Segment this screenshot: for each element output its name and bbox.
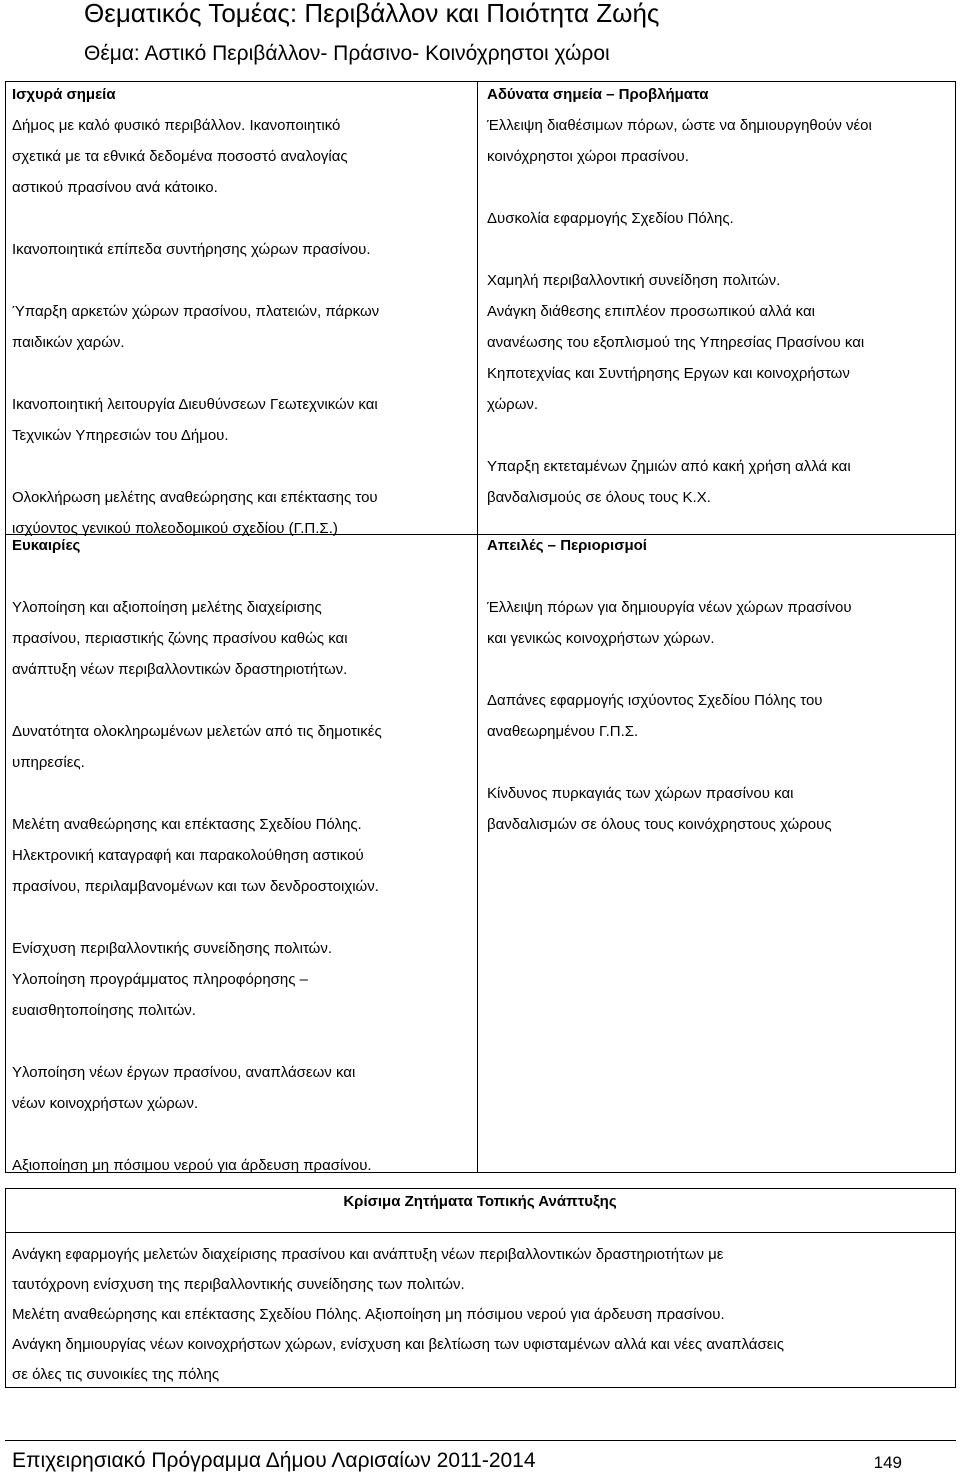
text-line: Έλλειψη πόρων για δημιουργία νέων χώρων πρασίνου [487, 599, 852, 616]
threats-heading: Απειλές – Περιορισμοί [487, 537, 647, 554]
text-line: Ηλεκτρονική καταγραφή και παρακολούθηση αστικού [12, 847, 364, 864]
text-line: ανανέωσης του εξοπλισμού της Υπηρεσίας Πρασίνου και [487, 334, 865, 351]
text-line: Ικανοποιητικά επίπεδα συντήρησης χώρων πρασίνου. [12, 241, 371, 258]
text-line [12, 561, 382, 592]
text-line: αναθεωρημένου Γ.Π.Σ. [487, 723, 639, 740]
page-title: Θεματικός Τομέας: Περιβάλλον και Ποιότητα Ζωής [84, 0, 660, 28]
text-line [12, 1026, 382, 1057]
strengths-list [12, 110, 379, 544]
text-line [12, 778, 382, 809]
threats-cell [487, 530, 852, 840]
text-line [12, 902, 382, 933]
text-line: Ανάγκη δημιουργίας νέων κοινοχρήστων χώρων, ενίσχυση και βελτίωση των υφισταμένων αλλά και νέες αναπλάσεις [12, 1336, 784, 1353]
text-line: Υπαρξη εκτεταμένων ζημιών από κακή χρήση αλλά και [487, 458, 851, 475]
text-line [12, 265, 379, 296]
page-number: 149 [873, 1453, 902, 1472]
footer-rule [5, 1440, 956, 1441]
text-line: ισχύοντος γενικού πολεοδομικού σχεδίου (Γ.Π.Σ.) [12, 520, 338, 537]
text-line [12, 685, 382, 716]
strengths-cell [12, 79, 379, 544]
text-line: Δήμος με καλό φυσικό περιβάλλον. Ικανοποιητικό [12, 117, 341, 134]
text-line: βανδαλισμών σε όλους τους κοινόχρηστους χώρους [487, 816, 832, 833]
text-line: νέων κοινοχρήστων χώρων. [12, 1095, 199, 1112]
text-line: Μελέτη αναθεώρησης και επέκτασης Σχεδίου Πόλης. [12, 816, 362, 833]
text-line: Κίνδυνος πυρκαγιάς των χώρων πρασίνου και [487, 785, 794, 802]
text-line [12, 451, 379, 482]
text-line: Μελέτη αναθεώρησης και επέκτασης Σχεδίου Πόλης. Αξιοποίηση μη πόσιμου νερού για άρδευση πρασίνου. [12, 1306, 725, 1323]
text-line: ανάπτυξη νέων περιβαλλοντικών δραστηριοτήτων. [12, 661, 348, 678]
text-line: Χαμηλή περιβαλλοντική συνείδηση πολιτών. [487, 272, 781, 289]
opportunities-heading: Ευκαιρίες [12, 537, 81, 554]
text-line: βανδαλισμούς σε όλους τους Κ.Χ. [487, 489, 711, 506]
opportunities-list [12, 561, 382, 1181]
page-subtitle: Θέμα: Αστικό Περιβάλλον- Πράσινο- Κοινόχρηστοι χώροι [84, 42, 610, 65]
text-line [487, 172, 872, 203]
text-line: Υλοποίηση νέων έργων πρασίνου, αναπλάσεων και [12, 1064, 356, 1081]
text-line: ταυτόχρονη ενίσχυση της περιβαλλοντικής συνείδησης των πολιτών. [12, 1276, 465, 1293]
text-line: Τεχνικών Υπηρεσιών του Δήμου. [12, 427, 229, 444]
text-line: Ύπαρξη αρκετών χώρων πρασίνου, πλατειών, πάρκων [12, 303, 380, 320]
footer-text: Επιχειρησιακό Πρόγραμμα Δήμου Λαρισαίων 2011-2014 [12, 1449, 536, 1472]
text-line: Έλλειψη διαθέσιμων πόρων, ώστε να δημιουργηθούν νέοι [487, 117, 872, 134]
text-line: Ολοκλήρωση μελέτης αναθεώρησης και επέκτασης του [12, 489, 378, 506]
opportunities-cell [12, 530, 382, 1181]
text-line [487, 654, 852, 685]
text-line [487, 561, 852, 592]
text-line: Αξιοποίηση μη πόσιμου νερού για άρδευση πρασίνου. [12, 1157, 372, 1174]
text-line: και γενικώς κοινοχρήστων χώρων. [487, 630, 715, 647]
threats-list [487, 561, 852, 840]
critical-issues-heading: Κρίσιμα Ζητήματα Τοπικής Ανάπτυξης [343, 1193, 617, 1210]
text-line: υπηρεσίες. [12, 754, 85, 771]
text-line [487, 234, 872, 265]
text-line: Δυσκολία εφαρμογής Σχεδίου Πόλης. [487, 210, 734, 227]
text-line [12, 203, 379, 234]
critical-issues-list [12, 1240, 784, 1390]
weaknesses-list [487, 110, 872, 513]
text-line: Ενίσχυση περιβαλλοντικής συνείδησης πολιτών. [12, 940, 333, 957]
text-line: Ικανοποιητική λειτουργία Διευθύνσεων Γεωτεχνικών και [12, 396, 378, 413]
text-line: ευαισθητοποίησης πολιτών. [12, 1002, 196, 1019]
text-line: Ανάγκη εφαρμογής μελετών διαχείρισης πρασίνου και ανάπτυξη νέων περιβαλλοντικών δραστηριοτήτων με [12, 1246, 724, 1263]
text-line: αστικού πρασίνου ανά κάτοικο. [12, 179, 218, 196]
text-line: Δυνατότητα ολοκληρωμένων μελετών από τις δημοτικές [12, 723, 382, 740]
text-line: χώρων. [487, 396, 539, 413]
text-line: Κηποτεχνίας και Συντήρησης Εργων και κοινοχρήστων [487, 365, 850, 382]
text-line: σχετικά με τα εθνικά δεδομένα ποσοστό αναλογίας [12, 148, 348, 165]
text-line: Δαπάνες εφαρμογής ισχύοντος Σχεδίου Πόλης του [487, 692, 823, 709]
text-line: παιδικών χαρών. [12, 334, 125, 351]
text-line [12, 358, 379, 389]
text-line: Υλοποίηση και αξιοποίηση μελέτης διαχείρισης [12, 599, 322, 616]
text-line: πρασίνου, περιαστικής ζώνης πρασίνου καθώς και [12, 630, 348, 647]
weaknesses-heading: Αδύνατα σημεία – Προβλήματα [487, 86, 709, 103]
text-line [12, 1119, 382, 1150]
text-line: κοινόχρηστοι χώροι πρασίνου. [487, 148, 689, 165]
text-line: πρασίνου, περιλαμβανομένων και των δενδροστοιχιών. [12, 878, 379, 895]
swot-column-divider [477, 81, 478, 1173]
text-line [487, 747, 852, 778]
critical-issues-divider [5, 1232, 956, 1233]
text-line [487, 420, 872, 451]
text-line: Ανάγκη διάθεσης επιπλέον προσωπικού αλλά και [487, 303, 816, 320]
text-line: Υλοποίηση προγράμματος πληροφόρησης – [12, 971, 309, 988]
weaknesses-cell [487, 79, 872, 513]
strengths-heading: Ισχυρά σημεία [12, 86, 116, 103]
text-line: σε όλες τις συνοικίες της πόλης [12, 1366, 220, 1383]
